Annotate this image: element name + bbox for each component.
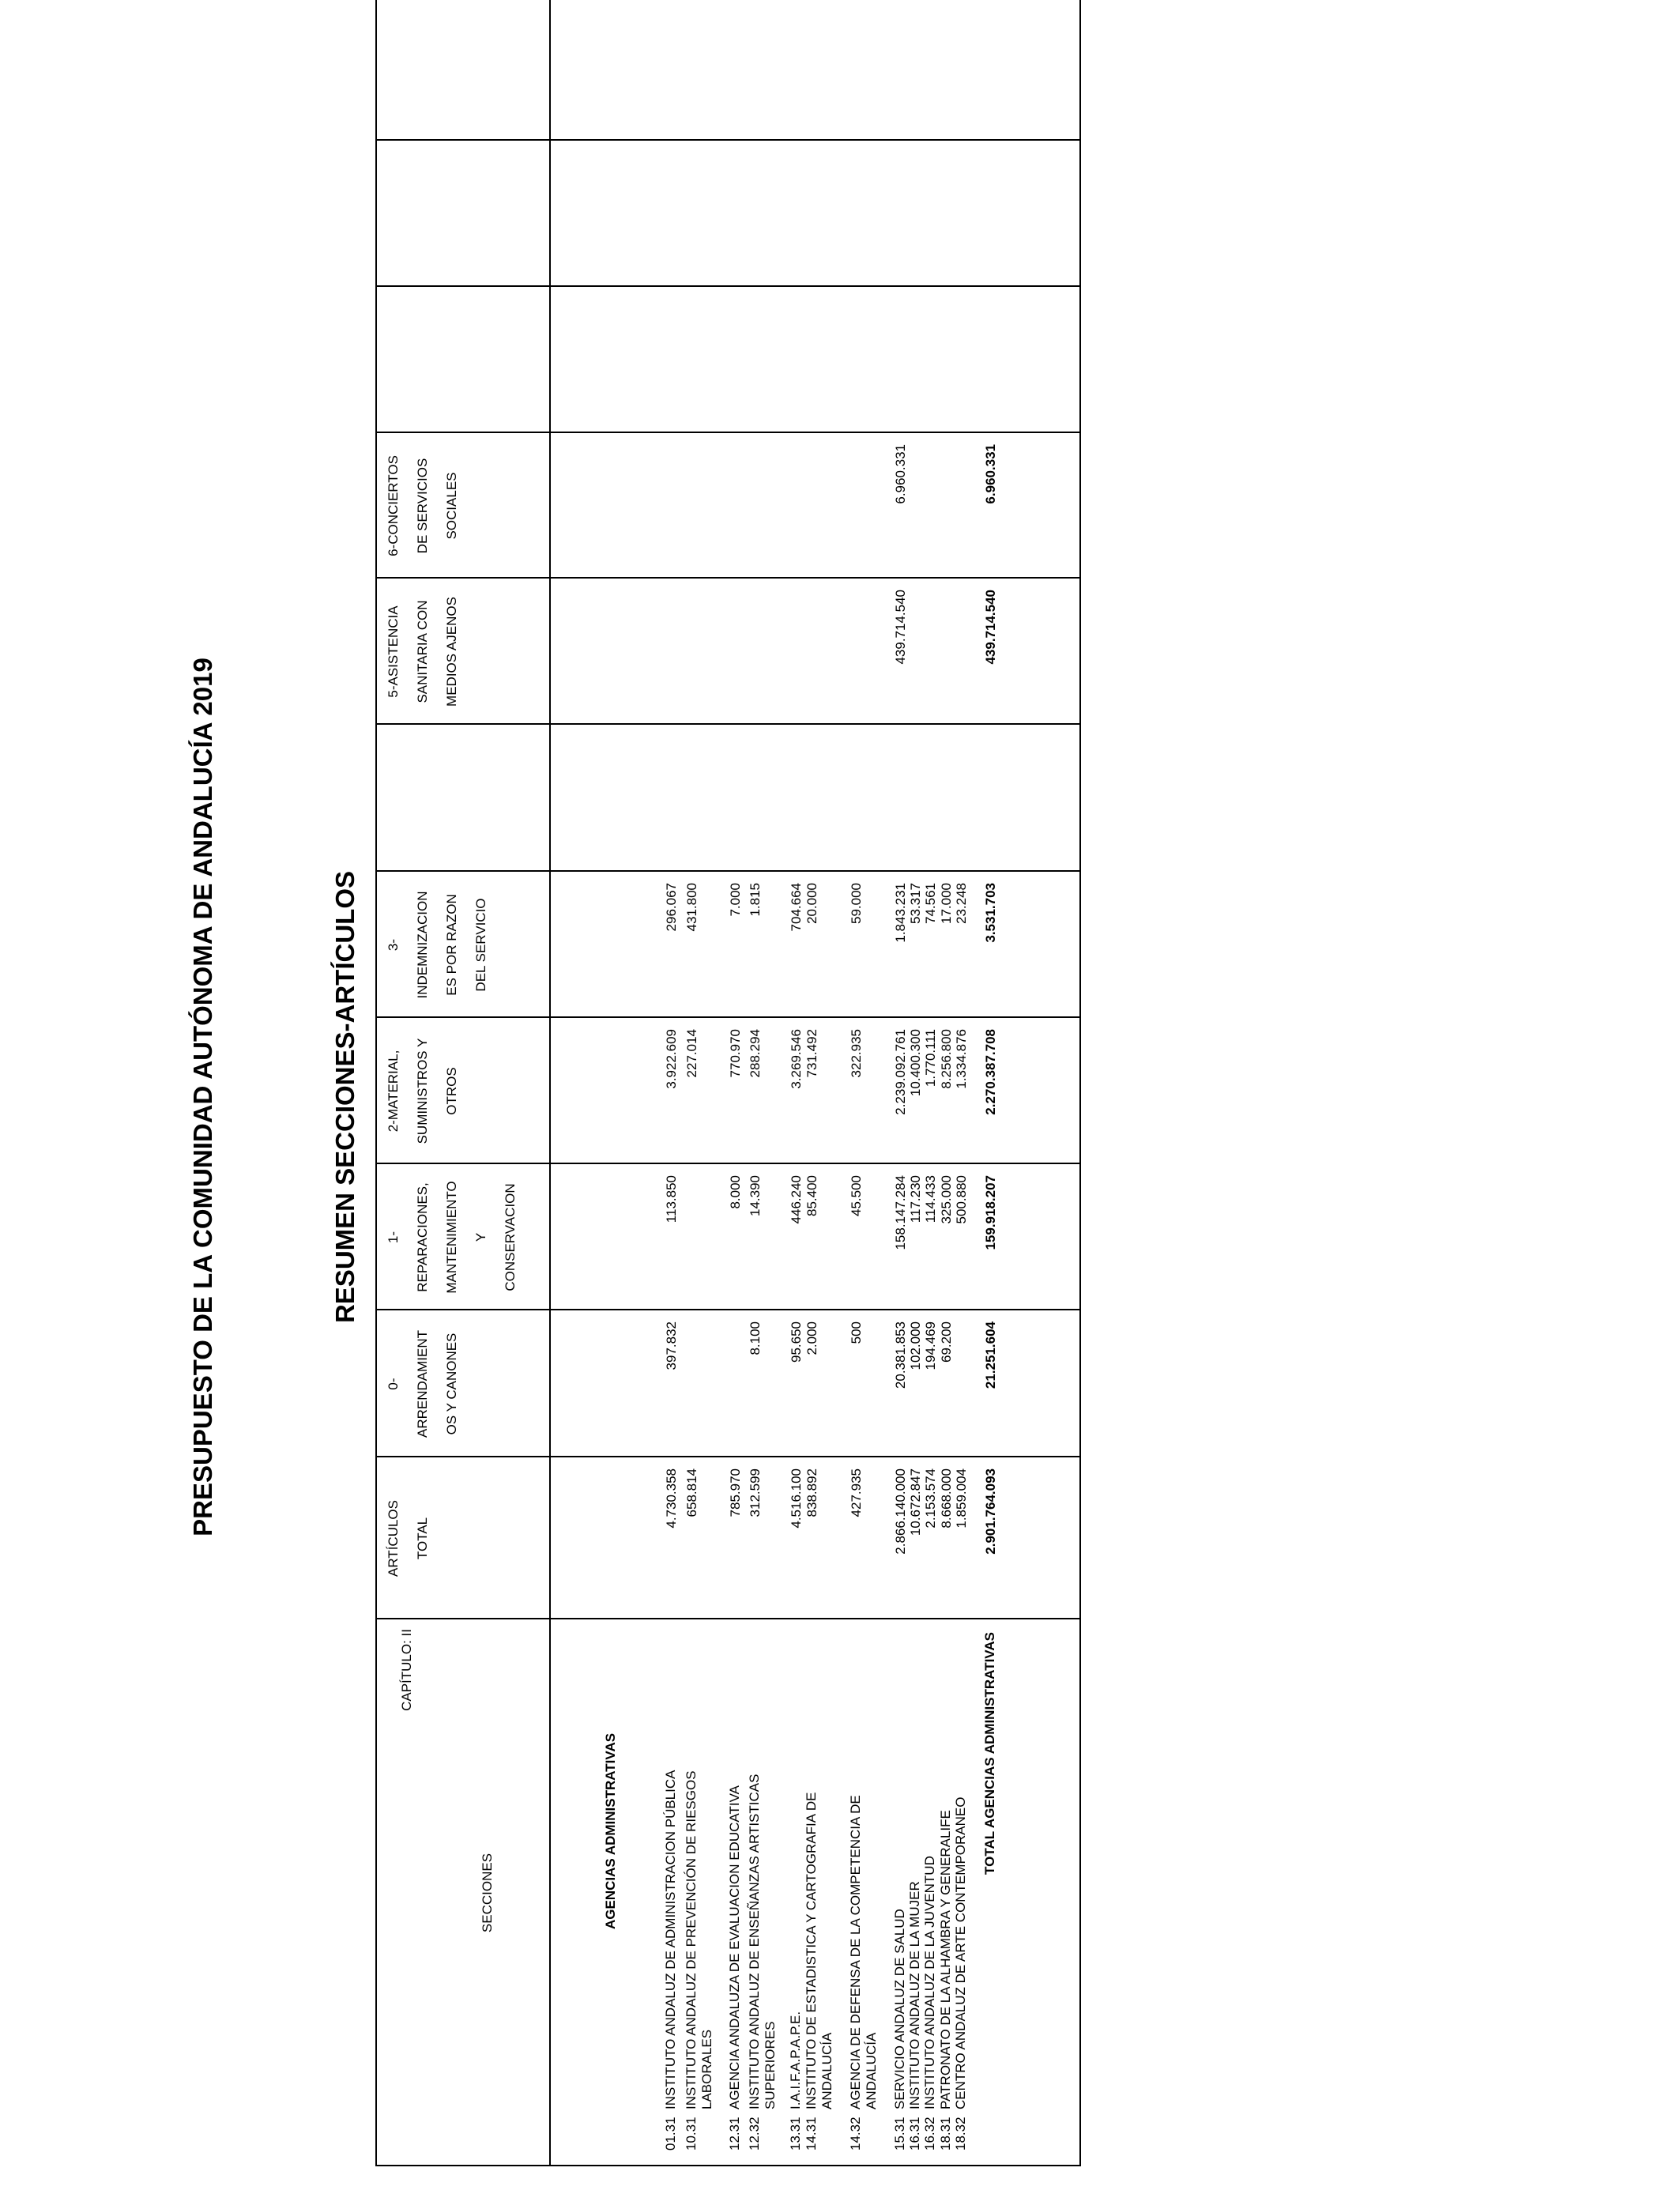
table-border-top [375, 0, 377, 2166]
row-value: 2.239.092.761 [893, 1029, 908, 1115]
row-value: 6.960.331 [893, 444, 908, 504]
row-value: 3.269.546 [789, 1029, 804, 1089]
column-divider [375, 432, 1081, 433]
row-name: INSTITUTO DE ESTADISTICA Y CARTOGRAFIA DE [804, 1792, 819, 2109]
document-title: PRESUPUESTO DE LA COMUNIDAD AUTÓNOMA DE ANDALUCÍA 2019 [188, 658, 217, 1536]
row-code: 18.31 [938, 2117, 953, 2151]
total-value: 439.714.540 [983, 590, 998, 665]
row-value: 296.067 [664, 883, 679, 932]
header-indemnizaciones: 3- INDEMNIZACION ES POR RAZON DEL SERVICIO [386, 891, 488, 999]
row-value: 14.390 [748, 1175, 763, 1216]
budget-table [375, 0, 1081, 2166]
row-value: 500 [849, 1321, 864, 1344]
row-value: 704.664 [789, 883, 804, 932]
row-code: 14.32 [848, 2117, 863, 2151]
row-value: 325.000 [939, 1175, 954, 1224]
row-name: INSTITUTO ANDALUZ DE ADMINISTRACION PÚBLICA [663, 1770, 678, 2109]
row-value: 427.935 [849, 1468, 864, 1517]
row-value: 770.970 [728, 1029, 743, 1078]
total-value: 3.531.703 [983, 883, 998, 943]
row-value: 74.561 [923, 883, 938, 924]
row-value: 785.970 [728, 1468, 743, 1517]
row-value: 45.500 [849, 1175, 864, 1216]
row-value: 59.000 [849, 883, 864, 924]
row-value: 2.866.140.000 [893, 1468, 908, 1555]
row-code: 13.31 [788, 2117, 803, 2151]
row-value: 102.000 [908, 1321, 923, 1370]
row-value: 85.400 [804, 1175, 819, 1216]
row-name: INSTITUTO ANDALUZ DE PREVENCIÓN DE RIESGOS [684, 1770, 699, 2109]
row-value: 17.000 [939, 883, 954, 924]
header-material: 2-MATERIAL, SUMINISTROS Y OTROS [386, 1038, 459, 1144]
header-reparaciones: 1- REPARACIONES, MANTENIMIENTO Y CONSERVACION [386, 1181, 518, 1294]
column-divider [375, 577, 1081, 579]
row-value: 2.153.574 [923, 1468, 938, 1529]
header-asistencia-sanitaria: 5-ASISTENCIA SANITARIA CON MEDIOS AJENOS [386, 597, 459, 707]
row-value: 4.730.358 [664, 1468, 679, 1529]
row-name: INSTITUTO ANDALUZ DE LA MUJER [907, 1881, 922, 2109]
column-divider [375, 285, 1081, 287]
row-value: 1.334.876 [954, 1029, 969, 1089]
row-value: 7.000 [728, 883, 743, 917]
row-value: 117.230 [908, 1175, 923, 1223]
header-arrendamientos: 0- ARRENDAMIENT OS Y CANONES [386, 1330, 459, 1438]
row-code: 15.31 [892, 2117, 907, 2151]
row-name: I.A.I.F.A.P.A.P.E. [788, 2011, 803, 2109]
chapter-label: CAPÍTULO: II [399, 1629, 414, 1711]
row-name: AGENCIA ANDALUZA DE EVALUACION EDUCATIVA [727, 1785, 742, 2109]
column-divider [375, 139, 1081, 141]
row-value: 4.516.100 [789, 1468, 804, 1529]
row-code: 16.32 [922, 2117, 937, 2151]
row-value: 20.000 [804, 883, 819, 924]
row-value: 113.850 [664, 1175, 679, 1223]
row-value: 500.880 [954, 1175, 969, 1224]
total-value: 2.901.764.093 [983, 1468, 998, 1555]
row-value: 10.672.847 [908, 1468, 923, 1536]
table-border-bottom [1079, 0, 1081, 2166]
row-name: PATRONATO DE LA ALHAMBRA Y GENERALIFE [938, 1810, 953, 2109]
row-name-cont: LABORALES [699, 2029, 714, 2109]
table-header-divider [549, 0, 551, 2166]
row-code: 10.31 [684, 2117, 699, 2151]
document-subtitle: RESUMEN SECCIONES-ARTÍCULOS [330, 870, 360, 1324]
row-value: 439.714.540 [893, 590, 908, 665]
row-value: 20.381.853 [893, 1321, 908, 1389]
row-value: 397.832 [664, 1321, 679, 1370]
header-total: ARTÍCULOS TOTAL [386, 1500, 430, 1577]
group-label: AGENCIAS ADMINISTRATIVAS [603, 1732, 618, 1929]
row-value: 114.433 [923, 1175, 938, 1223]
row-name-cont: SUPERIORES [763, 2021, 778, 2109]
row-value: 312.599 [748, 1468, 763, 1517]
row-name: SERVICIO ANDALUZ DE SALUD [892, 1909, 907, 2109]
row-value: 23.248 [954, 883, 969, 924]
row-value: 227.014 [684, 1029, 699, 1078]
header-conciertos: 6-CONCIERTOS DE SERVICIOS SOCIALES [386, 455, 459, 556]
row-code: 12.31 [727, 2117, 742, 2151]
row-value: 158.147.284 [893, 1175, 908, 1250]
row-name: INSTITUTO ANDALUZ DE ENSEÑANZAS ARTISTICAS [747, 1774, 762, 2109]
column-divider [375, 723, 1081, 725]
row-value: 2.000 [804, 1321, 819, 1355]
row-value: 3.922.609 [664, 1029, 679, 1089]
total-label: TOTAL AGENCIAS ADMINISTRATIVAS [982, 1632, 997, 1875]
row-name: CENTRO ANDALUZ DE ARTE CONTEMPORANEO [953, 1796, 968, 2109]
row-name: AGENCIA DE DEFENSA DE LA COMPETENCIA DE [848, 1795, 863, 2109]
row-value: 1.843.231 [893, 883, 908, 943]
row-code: 18.32 [953, 2117, 968, 2151]
row-value: 8.668.000 [939, 1468, 954, 1529]
sections-header: SECCIONES [480, 1853, 495, 1933]
row-value: 69.200 [939, 1321, 954, 1363]
row-value: 53.317 [908, 883, 923, 924]
row-code: 16.31 [907, 2117, 922, 2151]
column-divider [375, 1456, 1081, 1457]
total-value: 21.251.604 [983, 1321, 998, 1389]
total-value: 159.918.207 [983, 1175, 998, 1250]
row-value: 1.815 [748, 883, 763, 917]
row-value: 288.294 [748, 1029, 763, 1078]
row-value: 731.492 [804, 1029, 819, 1078]
row-name-cont: ANDALUCÍA [864, 2032, 879, 2109]
row-value: 1.859.004 [954, 1468, 969, 1529]
row-value: 658.814 [684, 1468, 699, 1517]
total-value: 2.270.387.708 [983, 1029, 998, 1115]
row-name: INSTITUTO ANDALUZ DE LA JUVENTUD [922, 1856, 937, 2109]
row-value: 8.256.800 [939, 1029, 954, 1089]
row-value: 1.770.111 [923, 1029, 938, 1088]
row-value: 10.400.300 [908, 1029, 923, 1097]
row-code: 01.31 [663, 2117, 678, 2151]
row-value: 322.935 [849, 1029, 864, 1078]
row-value: 95.650 [789, 1321, 804, 1363]
row-value: 194.469 [923, 1321, 938, 1370]
row-code: 12.32 [747, 2117, 762, 2151]
row-value: 446.240 [789, 1175, 804, 1224]
row-name-cont: ANDALUCÍA [819, 2032, 834, 2109]
row-value: 431.800 [684, 883, 699, 932]
row-value: 838.892 [804, 1468, 819, 1517]
row-code: 14.31 [804, 2117, 819, 2151]
total-value: 6.960.331 [983, 444, 998, 504]
row-value: 8.100 [748, 1321, 763, 1355]
row-value: 8.000 [728, 1175, 743, 1209]
